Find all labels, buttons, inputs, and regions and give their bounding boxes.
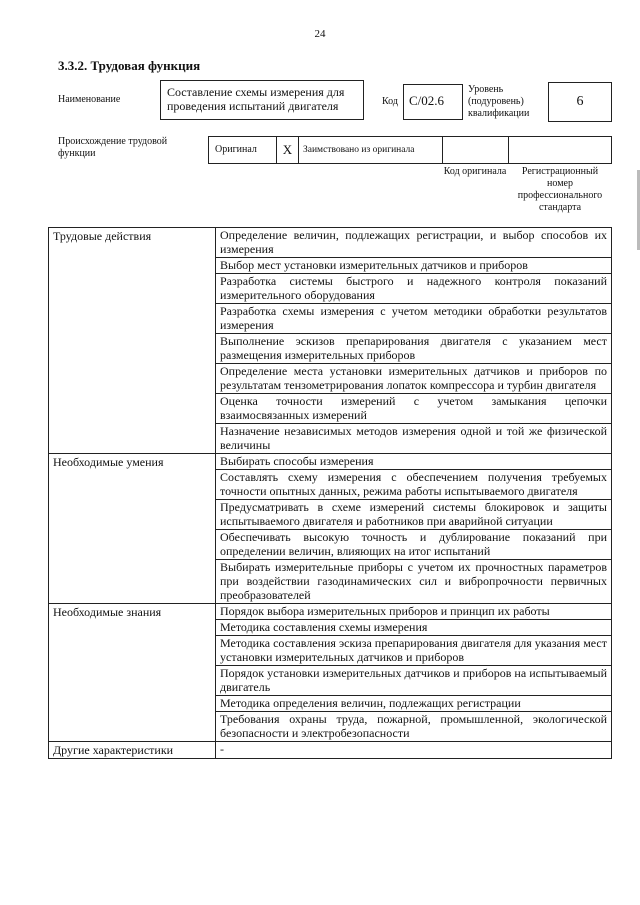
list-item: Разработка системы быстрого и надежного контроля показаний измерительного оборудования — [216, 274, 611, 304]
name-label: Наименование — [58, 94, 121, 105]
borrowed-cell: Заимствовано из оригинала — [299, 137, 443, 163]
table-row — [49, 228, 612, 454]
section-title: 3.3.2. Трудовая функция — [58, 58, 201, 73]
reg-number-cell — [509, 137, 611, 163]
function-name-box: Составление схемы измерения для проведения испытаний двигателя — [160, 80, 364, 120]
list-item: Методика определения величин, подлежащих регистрации — [216, 696, 611, 712]
items-cell — [216, 454, 612, 604]
list-item: Обеспечивать высокую точность и дублирование показаний при определении величин, влияющих на итог испытаний — [216, 530, 611, 560]
list-item: Определение величин, подлежащих регистрации, и выбор способов их измерения — [216, 228, 611, 258]
list-item: Выполнение эскизов препарирования двигателя с указанием мест размещения измерительных приборов — [216, 334, 611, 364]
list-item: Порядок выбора измерительных приборов и принцип их работы — [216, 604, 611, 620]
code-label: Код — [382, 96, 398, 107]
list-item: Составлять схему измерения с обеспечением получения требуемых точности опытных данных, режима работы испытываемого двигателя — [216, 470, 611, 500]
reg-number-label: Регистрационный номер профессионального стандарта — [517, 166, 603, 213]
origin-label: Происхождение трудовой функции — [58, 136, 168, 159]
items-cell — [216, 604, 612, 742]
level-box: 6 — [548, 82, 612, 122]
list-item: Методика составления эскиза препарирования двигателя для указания мест установки измерительных датчиков и приборов — [216, 636, 611, 666]
list-item: Выбирать способы измерения — [216, 454, 611, 470]
list-item: Выбирать измерительные приборы с учетом их прочностных параметров при воздействии газодинамических сил и вибропрочности первичных преобразователей — [220, 560, 607, 602]
category-cell: Необходимые знания — [49, 604, 216, 742]
page-number: 24 — [314, 28, 326, 40]
original-label: Оригинал — [215, 144, 257, 155]
category-cell: Необходимые умения — [49, 454, 216, 604]
table-row — [49, 742, 612, 759]
original-mark: X — [277, 137, 299, 163]
list-item: Порядок установки измерительных датчиков и приборов на испытываемый двигатель — [216, 666, 611, 696]
list-item: Методика составления схемы измерения — [216, 620, 611, 636]
function-table — [48, 227, 612, 759]
table-row — [49, 604, 612, 742]
level-label: Уровень (подуровень) квалификации — [468, 84, 530, 119]
table-row — [49, 454, 612, 604]
original-cell — [209, 137, 277, 163]
origin-table — [208, 136, 612, 164]
list-item: Назначение независимых методов измерения одной и той же физической величины — [220, 424, 607, 452]
items-cell — [216, 742, 612, 759]
list-item: Выбор мест установки измерительных датчиков и приборов — [216, 258, 611, 274]
original-code-cell — [443, 137, 509, 163]
list-item: Оценка точности измерений с учетом замыкания цепочки взаимосвязанных измерений — [216, 394, 611, 424]
list-item: Разработка схемы измерения с учетом методики обработки результатов измерения — [216, 304, 611, 334]
category-cell: Трудовые действия — [49, 228, 216, 454]
category-cell: Другие характеристики — [49, 742, 216, 759]
items-cell — [216, 228, 612, 454]
code-box: C/02.6 — [403, 84, 463, 120]
list-item: Требования охраны труда, пожарной, промышленной, экологической безопасности и электробезопасности — [220, 712, 607, 740]
original-code-label: Код оригинала — [443, 166, 507, 177]
list-item: Определение места установки измерительных датчиков и приборов по результатам тензометрирования лопаток компрессора и турбин двигателя — [216, 364, 611, 394]
list-item: Предусматривать в схеме измерений системы блокировок и защиты испытываемого двигателя и работников при аварийной ситуации — [216, 500, 611, 530]
other-value: - — [220, 742, 224, 756]
